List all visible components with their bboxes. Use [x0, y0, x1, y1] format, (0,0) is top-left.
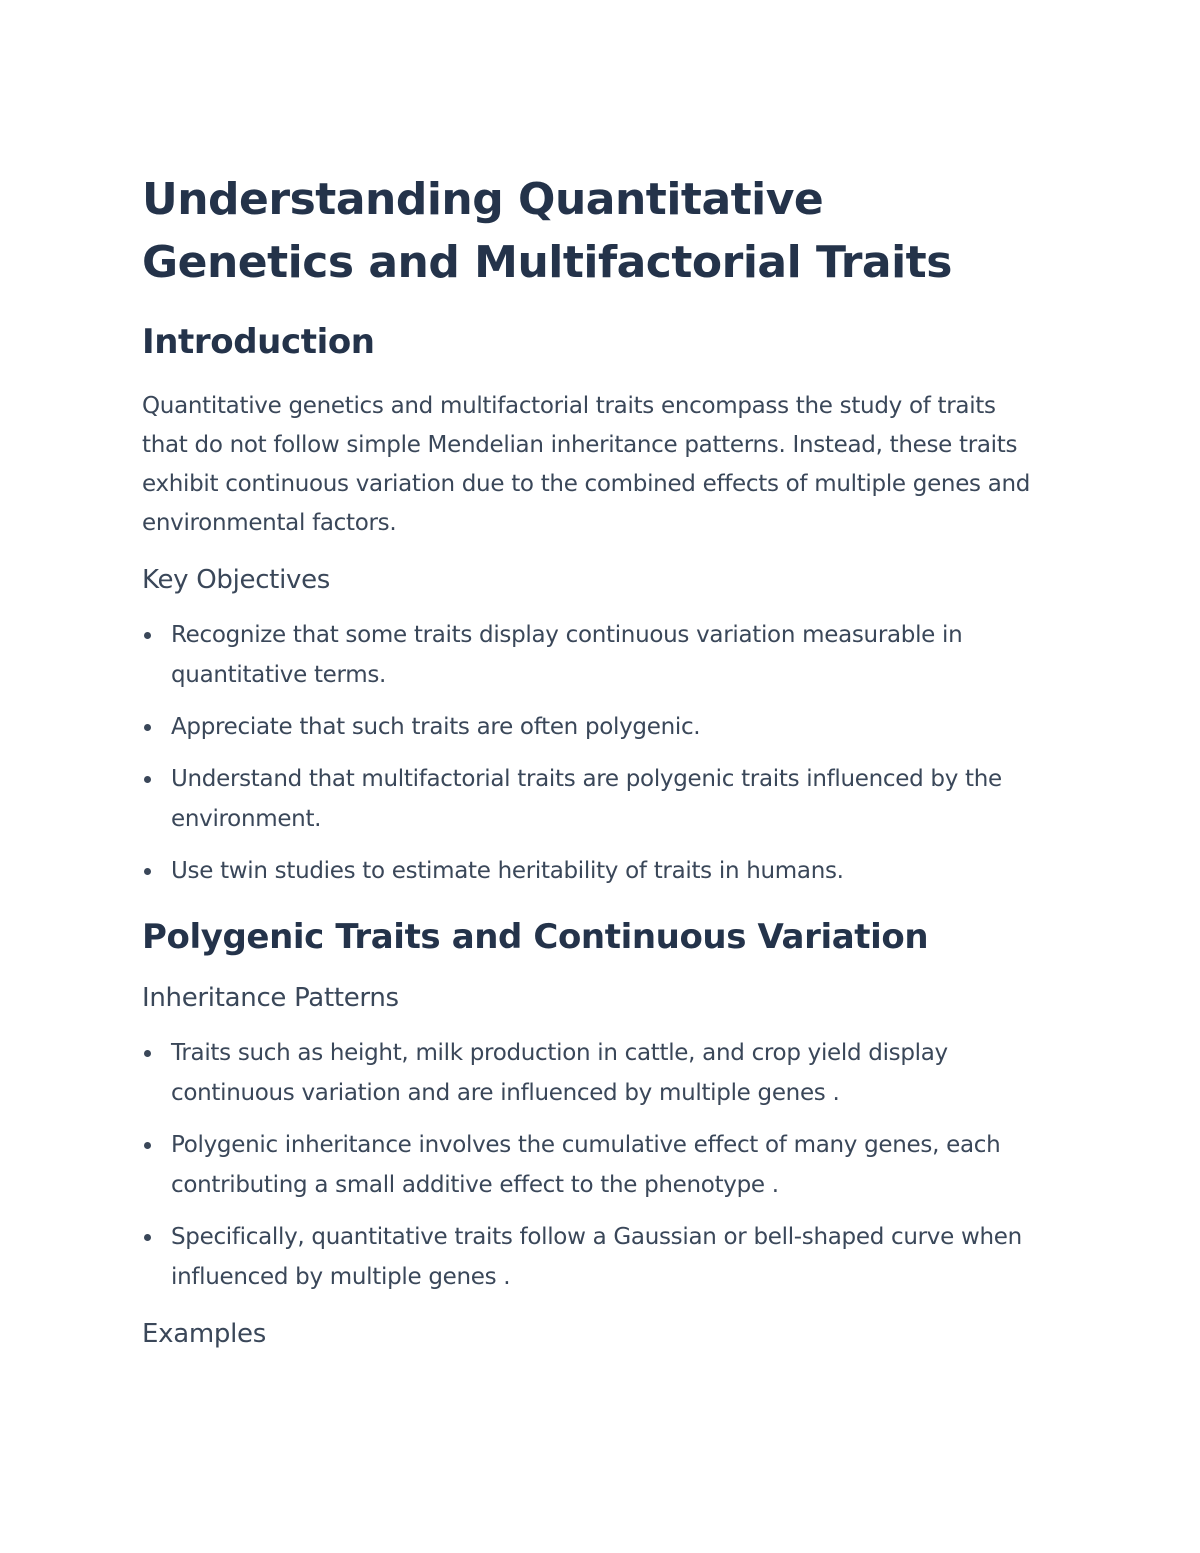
list-item: Recognize that some traits display continuous variation measurable in quantitative terms.	[142, 615, 1042, 695]
subheading-examples: Examples	[142, 1319, 266, 1349]
section-heading-polygenic-traits: Polygenic Traits and Continuous Variation	[142, 917, 929, 957]
subheading-inheritance-patterns: Inheritance Patterns	[142, 983, 399, 1013]
list-item: Specifically, quantitative traits follow a Gaussian or bell-shaped curve when influenced by multiple genes .	[142, 1217, 1042, 1297]
document-page	[142, 168, 1042, 1349]
document-title: Understanding Quantitative Genetics and Multifactorial Traits	[142, 174, 952, 288]
list-item: Understand that multifactorial traits are polygenic traits influenced by the environment.	[142, 759, 1042, 839]
list-item: Polygenic inheritance involves the cumulative effect of many genes, each contributing a small additive effect to the phenotype .	[142, 1125, 1042, 1205]
list-item: Appreciate that such traits are often polygenic.	[142, 707, 1042, 747]
subheading-key-objectives: Key Objectives	[142, 565, 331, 595]
list-item: Use twin studies to estimate heritability of traits in humans.	[142, 851, 1042, 891]
introduction-paragraph: Quantitative genetics and multifactorial traits encompass the study of traits that do not follow simple Mendelian inheritance patterns. Instead, these traits exhibit continuous variation due to the combined effects of multiple genes and environmental factors.	[142, 393, 1031, 536]
section-heading-introduction: Introduction	[142, 322, 375, 362]
key-objectives-list	[142, 615, 1042, 891]
inheritance-patterns-list	[142, 1033, 1042, 1297]
list-item: Traits such as height, milk production in cattle, and crop yield display continuous variation and are influenced by multiple genes .	[142, 1033, 1042, 1113]
